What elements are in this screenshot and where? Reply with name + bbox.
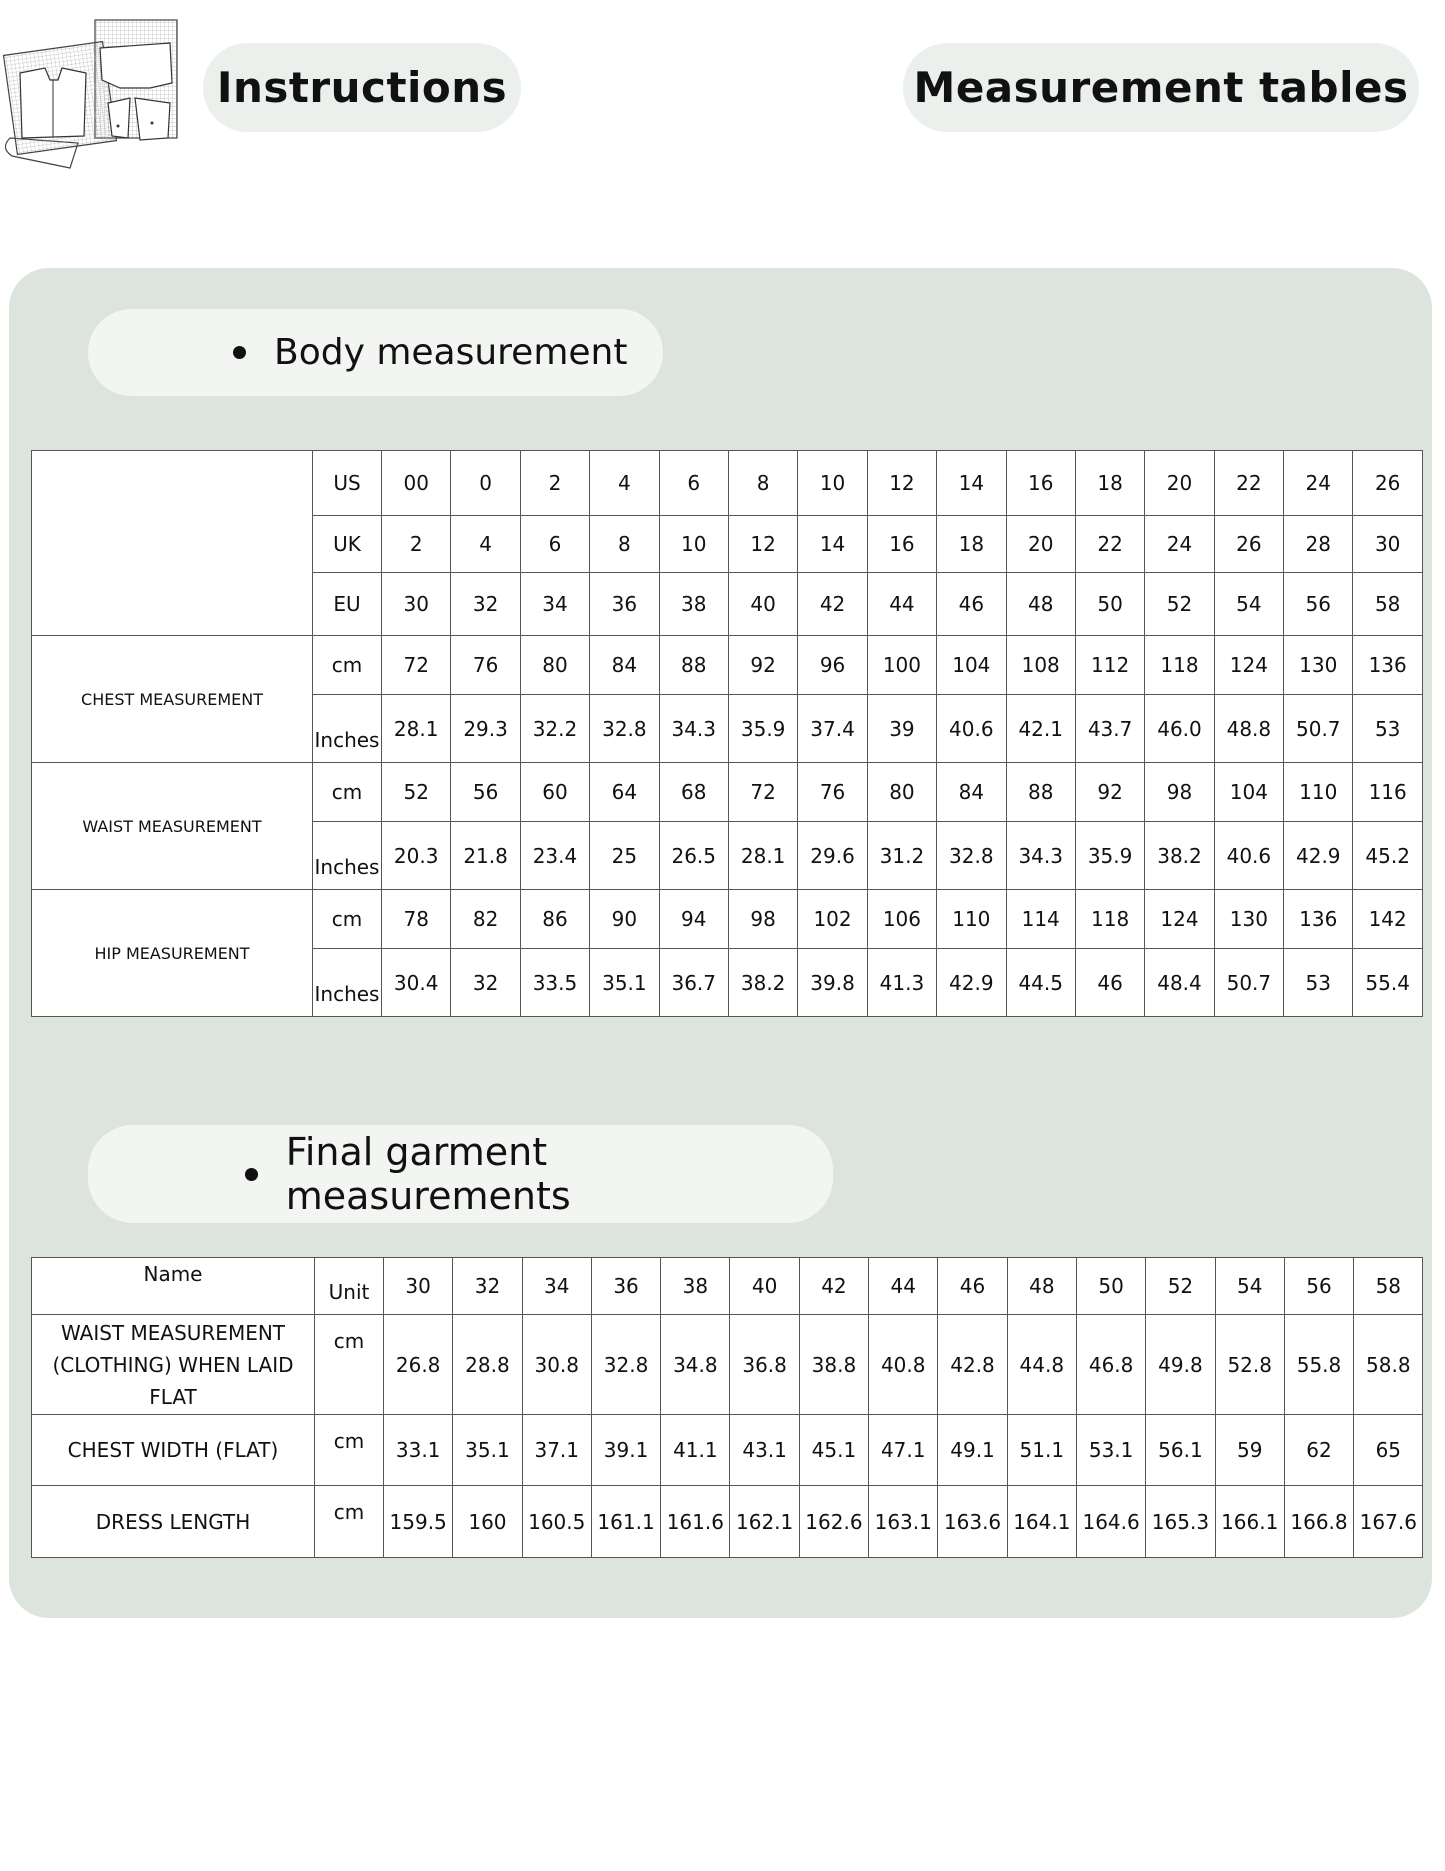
size-cell: 38 (659, 573, 728, 636)
value-cell: 65 (1354, 1415, 1423, 1486)
value-cell: 21.8 (451, 822, 520, 890)
value-cell: 110 (937, 890, 1006, 949)
value-cell: 48.8 (1214, 695, 1283, 763)
size-cell: 12 (728, 516, 797, 573)
size-system-label: US (313, 451, 382, 516)
size-cell: 14 (937, 451, 1006, 516)
value-cell: 33.1 (384, 1415, 453, 1486)
value-cell: 88 (1006, 763, 1075, 822)
value-cell: 36.8 (730, 1315, 799, 1415)
value-cell: 76 (798, 763, 867, 822)
value-cell: 60 (520, 763, 589, 822)
value-cell: 90 (590, 890, 659, 949)
blank-corner-cell (32, 451, 313, 636)
garment-row (32, 1315, 1423, 1415)
section-title-final: Final garment measurements (285, 1130, 571, 1218)
size-cell: 26 (1353, 451, 1422, 516)
garment-measurement-name: WAIST MEASUREMENT (CLOTHING) WHEN LAID FLAT (32, 1315, 315, 1415)
value-cell: 72 (382, 636, 451, 695)
value-cell: 161.1 (591, 1486, 660, 1558)
value-cell: 34.8 (661, 1315, 730, 1415)
garment-row (32, 1415, 1423, 1486)
value-cell: 39.8 (798, 949, 867, 1017)
value-cell: 42.9 (937, 949, 1006, 1017)
value-cell: 42.1 (1006, 695, 1075, 763)
value-cell: 37.4 (798, 695, 867, 763)
value-cell: 50.7 (1214, 949, 1283, 1017)
instructions-label: Instructions (216, 63, 508, 112)
value-cell: 52.8 (1215, 1315, 1284, 1415)
value-cell: 35.1 (590, 949, 659, 1017)
value-cell: 124 (1214, 636, 1283, 695)
size-cell: 58 (1353, 573, 1422, 636)
value-cell: 46 (1075, 949, 1144, 1017)
size-cell: 24 (1145, 516, 1214, 573)
header-unit-cell: Unit (315, 1258, 384, 1315)
value-cell: 98 (728, 890, 797, 949)
final-garment-table (31, 1257, 1423, 1558)
size-header-cell: 36 (591, 1258, 660, 1315)
value-cell: 108 (1006, 636, 1075, 695)
value-cell: 118 (1145, 636, 1214, 695)
value-cell: 28.8 (453, 1315, 522, 1415)
size-cell: 00 (382, 451, 451, 516)
size-cell: 48 (1006, 573, 1075, 636)
value-cell: 164.6 (1076, 1486, 1145, 1558)
size-system-label: EU (313, 573, 382, 636)
value-cell: 50.7 (1284, 695, 1353, 763)
value-cell: 160 (453, 1486, 522, 1558)
unit-label: Inches (313, 695, 382, 763)
value-cell: 164.1 (1007, 1486, 1076, 1558)
size-cell: 10 (659, 516, 728, 573)
size-cell: 30 (382, 573, 451, 636)
instructions-tab[interactable] (203, 43, 521, 132)
value-cell: 62 (1284, 1415, 1353, 1486)
size-header-cell: 30 (384, 1258, 453, 1315)
value-cell: 130 (1214, 890, 1283, 949)
unit-label: cm (313, 890, 382, 949)
value-cell: 165.3 (1146, 1486, 1215, 1558)
value-cell: 118 (1075, 890, 1144, 949)
value-cell: 49.8 (1146, 1315, 1215, 1415)
value-cell: 45.2 (1353, 822, 1422, 890)
value-cell: 49.1 (938, 1415, 1007, 1486)
value-cell: 163.1 (869, 1486, 938, 1558)
size-header-cell: 54 (1215, 1258, 1284, 1315)
size-cell: 22 (1075, 516, 1144, 573)
value-cell: 56.1 (1146, 1415, 1215, 1486)
measurement-row (32, 636, 1423, 695)
value-cell: 64 (590, 763, 659, 822)
size-cell: 20 (1145, 451, 1214, 516)
value-cell: 86 (520, 890, 589, 949)
size-header-cell: 44 (869, 1258, 938, 1315)
value-cell: 30.4 (382, 949, 451, 1017)
measurement-name: WAIST MEASUREMENT (32, 763, 313, 890)
value-cell: 46.0 (1145, 695, 1214, 763)
value-cell: 84 (590, 636, 659, 695)
value-cell: 32.8 (590, 695, 659, 763)
value-cell: 130 (1284, 636, 1353, 695)
size-header-cell: 38 (661, 1258, 730, 1315)
sewing-pattern-logo-icon (0, 18, 180, 170)
value-cell: 114 (1006, 890, 1075, 949)
value-cell: 136 (1284, 890, 1353, 949)
size-header-cell: 42 (799, 1258, 868, 1315)
value-cell: 142 (1353, 890, 1422, 949)
value-cell: 104 (937, 636, 1006, 695)
section-heading-final (88, 1125, 833, 1223)
size-cell: 14 (798, 516, 867, 573)
size-cell: 40 (728, 573, 797, 636)
size-cell: 32 (451, 573, 520, 636)
value-cell: 34.3 (659, 695, 728, 763)
size-cell: 2 (382, 516, 451, 573)
bullet-icon (245, 1168, 258, 1181)
size-header-cell: 46 (938, 1258, 1007, 1315)
size-header-cell: 32 (453, 1258, 522, 1315)
value-cell: 80 (867, 763, 936, 822)
value-cell: 32.8 (937, 822, 1006, 890)
value-cell: 88 (659, 636, 728, 695)
size-header-cell: 58 (1354, 1258, 1423, 1315)
value-cell: 32.2 (520, 695, 589, 763)
value-cell: 84 (937, 763, 1006, 822)
value-cell: 44.5 (1006, 949, 1075, 1017)
size-cell: 34 (520, 573, 589, 636)
size-cell: 16 (867, 516, 936, 573)
value-cell: 136 (1353, 636, 1422, 695)
measurement-row (32, 763, 1423, 822)
size-cell: 4 (590, 451, 659, 516)
value-cell: 41.1 (661, 1415, 730, 1486)
body-measurement-table (31, 450, 1423, 1017)
value-cell: 42.9 (1284, 822, 1353, 890)
value-cell: 35.9 (728, 695, 797, 763)
value-cell: 166.1 (1215, 1486, 1284, 1558)
size-cell: 50 (1075, 573, 1144, 636)
value-cell: 29.6 (798, 822, 867, 890)
bullet-icon (233, 346, 246, 359)
value-cell: 59 (1215, 1415, 1284, 1486)
value-cell: 37.1 (522, 1415, 591, 1486)
value-cell: 23.4 (520, 822, 589, 890)
value-cell: 40.6 (937, 695, 1006, 763)
value-cell: 42.8 (938, 1315, 1007, 1415)
size-cell: 44 (867, 573, 936, 636)
value-cell: 104 (1214, 763, 1283, 822)
measurement-tables-label: Measurement tables (913, 63, 1409, 112)
measurement-name: HIP MEASUREMENT (32, 890, 313, 1017)
size-header-cell: 52 (1146, 1258, 1215, 1315)
value-cell: 72 (728, 763, 797, 822)
value-cell: 43.7 (1075, 695, 1144, 763)
unit-label: cm (315, 1315, 384, 1415)
value-cell: 26.5 (659, 822, 728, 890)
size-header-cell: 56 (1284, 1258, 1353, 1315)
size-cell: 24 (1284, 451, 1353, 516)
value-cell: 28.1 (728, 822, 797, 890)
unit-label: cm (313, 636, 382, 695)
unit-label: Inches (313, 949, 382, 1017)
size-header-cell: 40 (730, 1258, 799, 1315)
value-cell: 47.1 (869, 1415, 938, 1486)
unit-label: Inches (313, 822, 382, 890)
measurement-name: CHEST MEASUREMENT (32, 636, 313, 763)
value-cell: 32 (451, 949, 520, 1017)
measurement-tables-tab[interactable] (903, 43, 1419, 132)
garment-row (32, 1486, 1423, 1558)
value-cell: 40.8 (869, 1315, 938, 1415)
value-cell: 68 (659, 763, 728, 822)
value-cell: 35.9 (1075, 822, 1144, 890)
value-cell: 43.1 (730, 1415, 799, 1486)
unit-label: cm (315, 1415, 384, 1486)
value-cell: 94 (659, 890, 728, 949)
size-row (32, 451, 1423, 516)
size-cell: 12 (867, 451, 936, 516)
value-cell: 159.5 (384, 1486, 453, 1558)
value-cell: 28.1 (382, 695, 451, 763)
unit-label: cm (313, 763, 382, 822)
value-cell: 41.3 (867, 949, 936, 1017)
value-cell: 30.8 (522, 1315, 591, 1415)
value-cell: 20.3 (382, 822, 451, 890)
value-cell: 52 (382, 763, 451, 822)
size-cell: 18 (937, 516, 1006, 573)
value-cell: 35.1 (453, 1415, 522, 1486)
value-cell: 33.5 (520, 949, 589, 1017)
value-cell: 58.8 (1354, 1315, 1423, 1415)
size-cell: 16 (1006, 451, 1075, 516)
size-cell: 8 (590, 516, 659, 573)
value-cell: 46.8 (1076, 1315, 1145, 1415)
value-cell: 55.8 (1284, 1315, 1353, 1415)
value-cell: 36.7 (659, 949, 728, 1017)
value-cell: 78 (382, 890, 451, 949)
value-cell: 162.6 (799, 1486, 868, 1558)
size-cell: 22 (1214, 451, 1283, 516)
size-cell: 6 (520, 516, 589, 573)
measurement-row (32, 890, 1423, 949)
value-cell: 53.1 (1076, 1415, 1145, 1486)
value-cell: 96 (798, 636, 867, 695)
value-cell: 56 (451, 763, 520, 822)
header-row (32, 1258, 1423, 1315)
value-cell: 34.3 (1006, 822, 1075, 890)
size-cell: 4 (451, 516, 520, 573)
value-cell: 161.6 (661, 1486, 730, 1558)
value-cell: 110 (1284, 763, 1353, 822)
value-cell: 39.1 (591, 1415, 660, 1486)
size-system-label: UK (313, 516, 382, 573)
value-cell: 76 (451, 636, 520, 695)
value-cell: 38.8 (799, 1315, 868, 1415)
section-heading-body (88, 309, 663, 396)
value-cell: 53 (1353, 695, 1422, 763)
garment-measurement-name: CHEST WIDTH (FLAT) (32, 1415, 315, 1486)
header-name-cell: Name (32, 1258, 315, 1315)
value-cell: 32.8 (591, 1315, 660, 1415)
value-cell: 80 (520, 636, 589, 695)
value-cell: 53 (1284, 949, 1353, 1017)
value-cell: 160.5 (522, 1486, 591, 1558)
value-cell: 29.3 (451, 695, 520, 763)
value-cell: 166.8 (1284, 1486, 1353, 1558)
garment-measurement-name: DRESS LENGTH (32, 1486, 315, 1558)
size-cell: 42 (798, 573, 867, 636)
size-cell: 54 (1214, 573, 1283, 636)
value-cell: 39 (867, 695, 936, 763)
value-cell: 98 (1145, 763, 1214, 822)
size-cell: 56 (1284, 573, 1353, 636)
value-cell: 163.6 (938, 1486, 1007, 1558)
size-header-cell: 48 (1007, 1258, 1076, 1315)
value-cell: 40.6 (1214, 822, 1283, 890)
value-cell: 92 (1075, 763, 1144, 822)
value-cell: 167.6 (1354, 1486, 1423, 1558)
value-cell: 31.2 (867, 822, 936, 890)
value-cell: 92 (728, 636, 797, 695)
value-cell: 106 (867, 890, 936, 949)
value-cell: 25 (590, 822, 659, 890)
value-cell: 38.2 (1145, 822, 1214, 890)
size-header-cell: 50 (1076, 1258, 1145, 1315)
value-cell: 82 (451, 890, 520, 949)
size-cell: 36 (590, 573, 659, 636)
size-header-cell: 34 (522, 1258, 591, 1315)
size-cell: 18 (1075, 451, 1144, 516)
value-cell: 45.1 (799, 1415, 868, 1486)
value-cell: 38.2 (728, 949, 797, 1017)
size-cell: 0 (451, 451, 520, 516)
size-cell: 52 (1145, 573, 1214, 636)
size-cell: 10 (798, 451, 867, 516)
size-cell: 20 (1006, 516, 1075, 573)
size-cell: 6 (659, 451, 728, 516)
value-cell: 48.4 (1145, 949, 1214, 1017)
section-title-body: Body measurement (274, 332, 628, 373)
unit-label: cm (315, 1486, 384, 1558)
value-cell: 100 (867, 636, 936, 695)
size-cell: 2 (520, 451, 589, 516)
size-cell: 26 (1214, 516, 1283, 573)
value-cell: 55.4 (1353, 949, 1422, 1017)
value-cell: 51.1 (1007, 1415, 1076, 1486)
value-cell: 116 (1353, 763, 1422, 822)
value-cell: 44.8 (1007, 1315, 1076, 1415)
value-cell: 102 (798, 890, 867, 949)
value-cell: 162.1 (730, 1486, 799, 1558)
value-cell: 124 (1145, 890, 1214, 949)
size-cell: 30 (1353, 516, 1422, 573)
value-cell: 112 (1075, 636, 1144, 695)
size-cell: 46 (937, 573, 1006, 636)
value-cell: 26.8 (384, 1315, 453, 1415)
size-cell: 8 (728, 451, 797, 516)
size-cell: 28 (1284, 516, 1353, 573)
